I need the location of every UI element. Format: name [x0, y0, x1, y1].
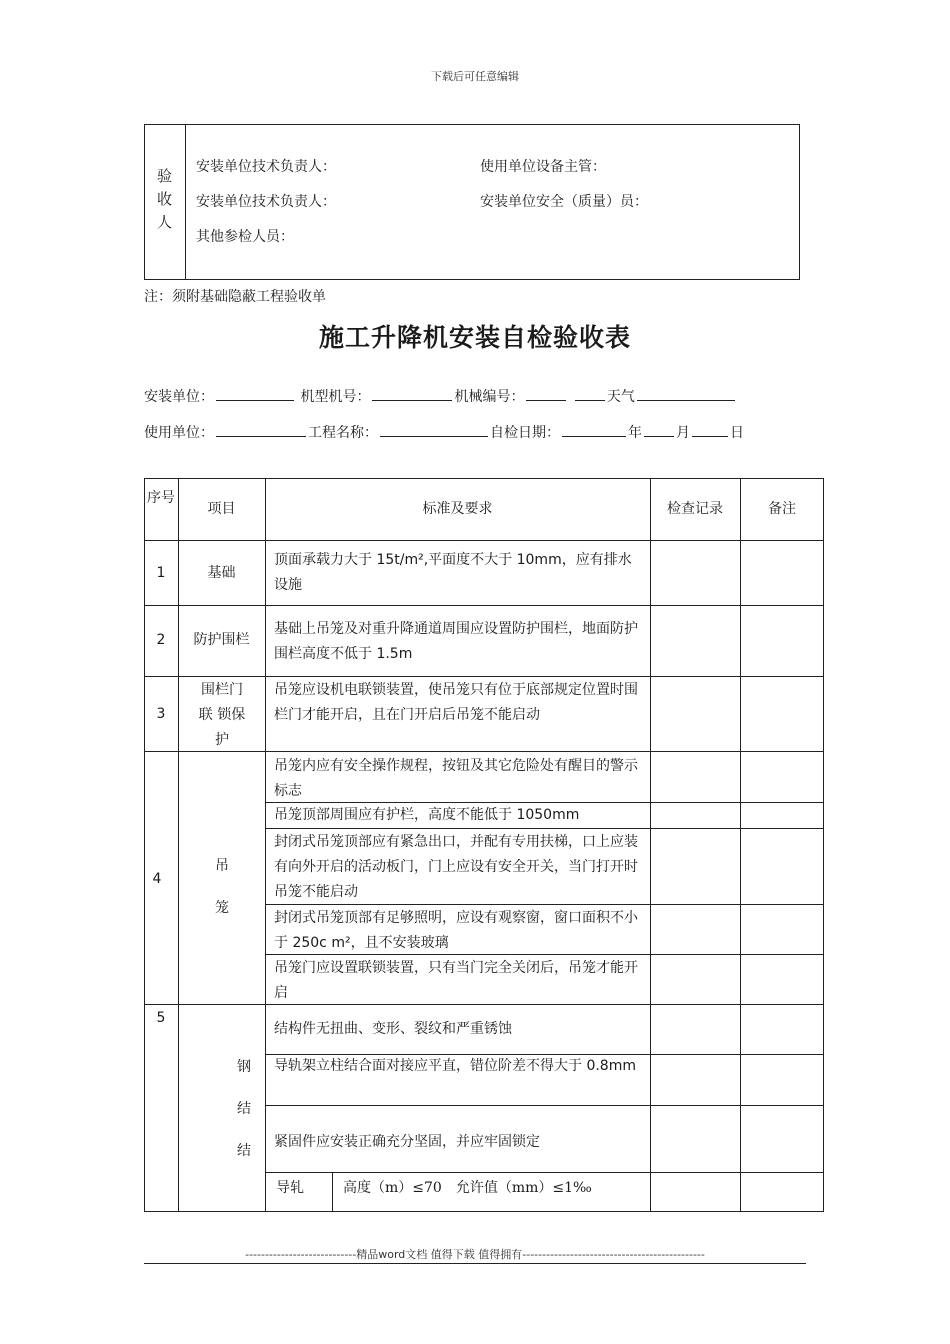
year-blank[interactable]: [562, 422, 626, 437]
header-record: 检查记录: [667, 501, 723, 517]
row4-standard-1: 吊笼内应有安全操作规程，按钮及其它危险处有醒目的警示标志: [274, 758, 638, 799]
row4-standard-3: 封闭式吊笼顶部应有紧急出口，并配有专用扶梯，口上应装有向外开启的活动板门，门上应设有安全开关，当门打开时吊笼不能启动: [274, 834, 638, 900]
info-row-2: [144, 422, 744, 442]
month-label: 月: [676, 425, 690, 441]
row2-seq: 2: [156, 632, 166, 648]
header-note: 下载后可任意编辑: [431, 70, 519, 83]
row5-rail-spec: 高度（m）≤70 允许值（mm）≤1‰: [343, 1180, 592, 1196]
acceptance-label: 验收人: [155, 167, 173, 237]
row3-item: 围栏门联 锁保 护: [198, 682, 246, 748]
row1-seq: 1: [156, 565, 166, 581]
header-item: 项目: [207, 501, 236, 517]
row4-standard-2: 吊笼顶部周围应有护栏，高度不能低于 1050mm: [274, 807, 580, 823]
row5-rail-label: 导轧: [276, 1180, 304, 1196]
machine-no-blank[interactable]: [526, 386, 566, 401]
note: 注：须附基础隐蔽工程验收单: [144, 289, 326, 305]
row4-item: 吊笼: [215, 858, 229, 916]
row4-seq: 4: [152, 871, 162, 887]
footer-text: ----------------------------精品word文档 值得下载 值得拥有----------------------------------------------: [245, 1248, 705, 1261]
weather-blank[interactable]: [637, 386, 735, 401]
project-name-blank[interactable]: [380, 422, 488, 437]
header-remark: 备注: [768, 501, 796, 517]
row5-standard-2: 导轨架立柱结合面对接应平直，错位阶差不得大于 0.8mm: [274, 1058, 636, 1074]
row3-seq: 3: [156, 706, 166, 722]
row4-standard-5: 吊笼门应设置联锁装置，只有当门完全关闭后，吊笼才能开启: [274, 960, 638, 1001]
year-label: 年: [628, 425, 642, 441]
use-unit-label: 使用单位：: [144, 425, 214, 441]
acceptance-install-tech-2: 安装单位技术负责人：: [196, 194, 336, 210]
row5-item: 钢结结: [237, 1059, 251, 1159]
acceptance-other-participants: 其他参检人员：: [196, 229, 294, 245]
row2-standard: 基础上吊笼及对重升降通道周围应设置防护围栏，地面防护围栏高度不低于 1.5m: [274, 621, 638, 662]
row4-standard-4: 封闭式吊笼顶部有足够照明，应设有观察窗，窗口面积不小于 250c m²，且不安装玻璃: [274, 910, 638, 951]
weather-label: 天气: [606, 389, 635, 405]
row2-item: 防护围栏: [193, 632, 250, 648]
use-unit-blank[interactable]: [216, 422, 306, 437]
acceptance-install-tech-1: 安装单位技术负责人：: [196, 159, 336, 175]
row5-standard-3: 紧固件应安装正确充分坚固，并应牢固锁定: [274, 1134, 540, 1150]
project-name-label: 工程名称：: [308, 425, 378, 441]
row1-item: 基础: [207, 565, 236, 581]
day-blank[interactable]: [692, 422, 728, 437]
acceptance-safety-officer: 安装单位安全（质量）员：: [480, 194, 648, 210]
day-label: 日: [730, 425, 744, 441]
check-date-label: 自检日期：: [490, 425, 560, 441]
header-seq: 序号: [147, 490, 175, 506]
machine-no-label: 机械编号：: [454, 389, 525, 405]
row5-standard-1: 结构件无扭曲、变形、裂纹和严重锈蚀: [274, 1021, 512, 1037]
row3-standard: 吊笼应设机电联锁装置，使吊笼只有位于底部规定位置时围栏门才能开启，且在门开启后吊笼不能启动: [274, 682, 638, 723]
install-unit-blank[interactable]: [216, 386, 294, 401]
month-blank[interactable]: [644, 422, 674, 437]
machine-no-blank-2[interactable]: [575, 386, 605, 401]
row1-standard: 顶面承载力大于 15t/m²,平面度不大于 10mm，应有排水设施: [274, 552, 632, 593]
model-no-blank[interactable]: [372, 386, 452, 401]
header-standard: 标准及要求: [422, 501, 493, 517]
page-title: 施工升降机安装自检验收表: [318, 323, 631, 352]
acceptance-use-manager: 使用单位设备主管：: [480, 159, 606, 175]
footer-rule: [144, 1263, 806, 1264]
row5-seq: 5: [156, 1010, 166, 1026]
model-no-label: 机型机号：: [300, 389, 371, 405]
install-unit-label: 安装单位：: [144, 389, 214, 405]
acceptance-label-cell: [144, 124, 186, 280]
info-row-1: [144, 386, 737, 406]
